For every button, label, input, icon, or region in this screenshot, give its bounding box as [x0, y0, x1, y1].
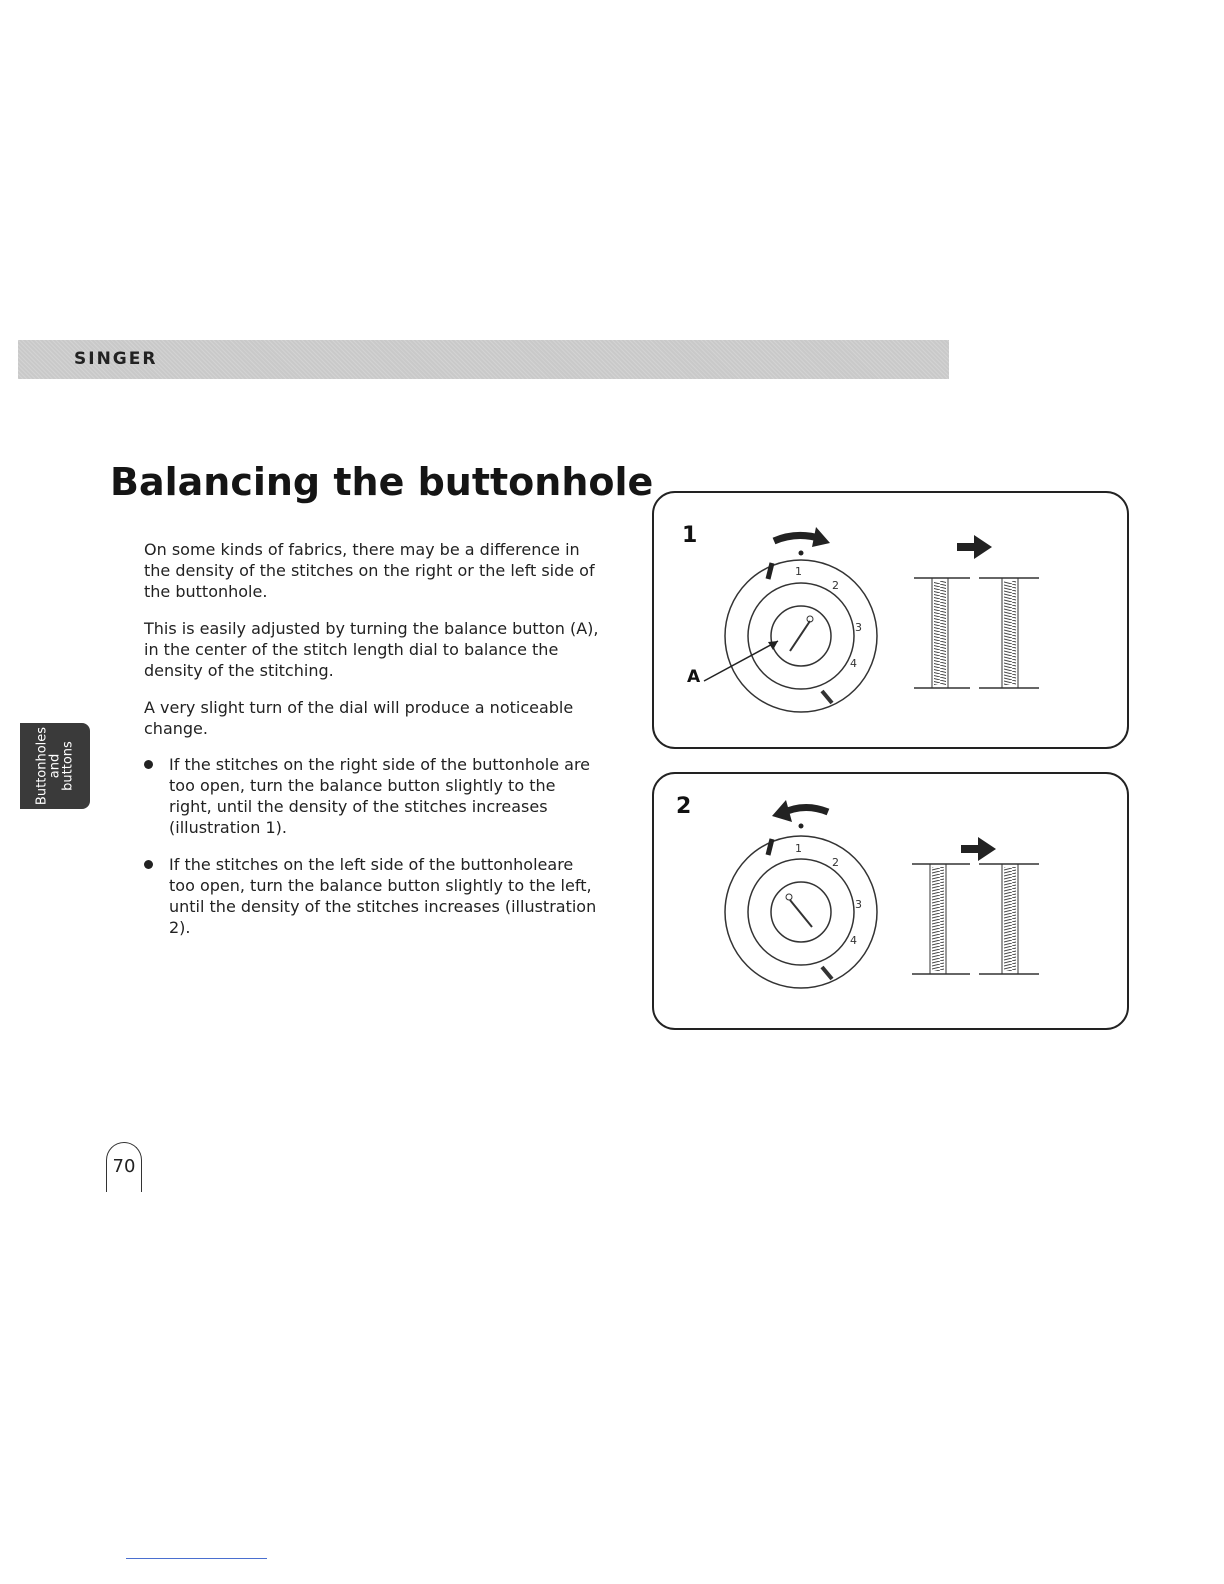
illustration-1-graphic [652, 491, 1130, 751]
illustration-2-graphic [652, 772, 1130, 1032]
bullet-icon [144, 760, 153, 769]
dial-mark-3: 3 [855, 621, 862, 634]
bottom-link-line [126, 1558, 267, 1559]
brand-logo: SINGER [74, 349, 158, 369]
dial-mark-4: 4 [850, 657, 857, 670]
header-band [18, 340, 949, 379]
balance-button-label: A [687, 667, 701, 687]
dial-mark-2: 2 [832, 856, 839, 869]
dial-mark-3: 3 [855, 898, 862, 911]
paragraph: On some kinds of fabrics, there may be a difference in the density of the stitches on the right or the left side of the buttonhole. [144, 540, 595, 601]
section-tab-line: buttons [60, 741, 76, 791]
section-tab [20, 723, 90, 809]
dial-mark-1: 1 [795, 565, 802, 578]
illustration-1 [652, 491, 1130, 751]
page-number: 70 [112, 1156, 136, 1177]
section-tab-line: and [47, 753, 63, 779]
section-tab-line: Buttonholes [34, 726, 50, 806]
dial-mark-1: 1 [795, 842, 802, 855]
illustration-number: 2 [676, 794, 692, 819]
page-title: Balancing the buttonhole [110, 460, 654, 504]
page-number-box [106, 1142, 142, 1192]
illustration-number: 1 [682, 523, 698, 548]
dial-mark-2: 2 [832, 579, 839, 592]
bullet-icon [144, 860, 153, 869]
paragraph: This is easily adjusted by turning the balance button (A), in the center of the stitch length dial to balance the density of the stitching. [144, 619, 599, 680]
section-tab-label [36, 723, 75, 809]
list-item-text: If the stitches on the right side of the buttonhole are too open, turn the balance button slightly to the right, until the density of the stitches increases (illustration 1). [169, 755, 591, 837]
illustration-2 [652, 772, 1130, 1032]
dial-mark-4: 4 [850, 934, 857, 947]
paragraph: A very slight turn of the dial will produce a noticeable change. [144, 698, 574, 738]
list-item-text: If the stitches on the left side of the buttonholeare too open, turn the balance button slightly to the left, until the density of the stitches increases (illustration 2). [169, 855, 597, 937]
